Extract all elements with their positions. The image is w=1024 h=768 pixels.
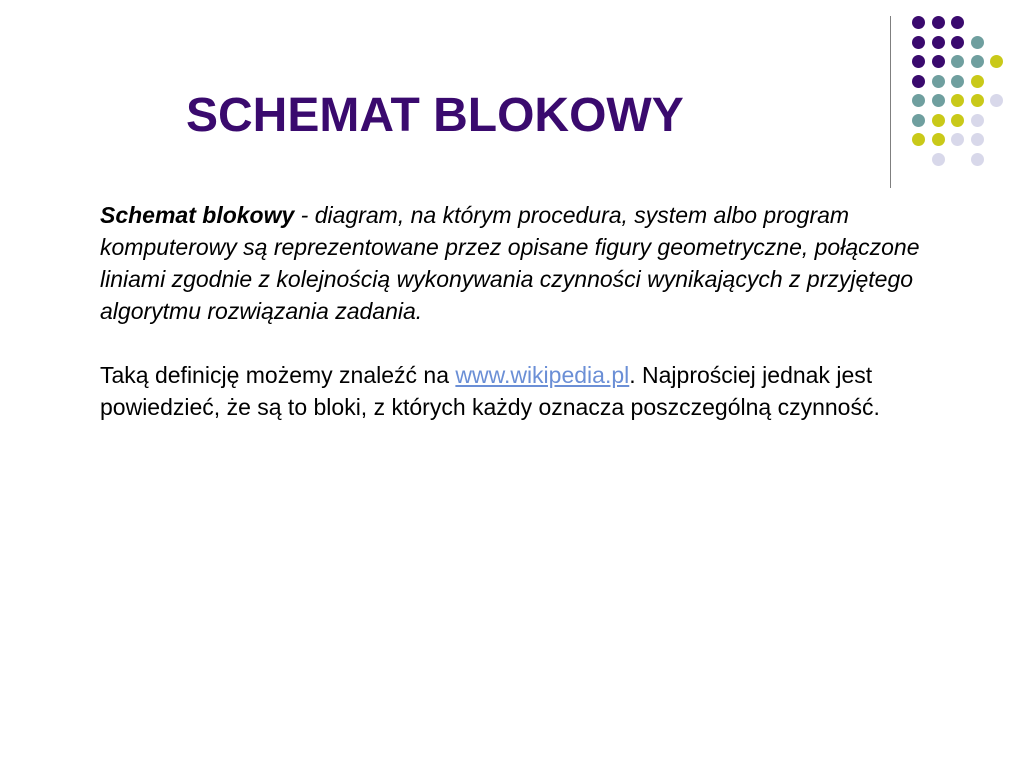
decorative-dot <box>951 55 964 68</box>
decorative-dot <box>932 55 945 68</box>
decorative-dot <box>990 94 1003 107</box>
decorative-dot <box>932 75 945 88</box>
definition-term: Schemat blokowy <box>100 202 295 228</box>
decorative-dot <box>932 94 945 107</box>
slide-body <box>100 199 950 423</box>
decorative-dot <box>932 114 945 127</box>
decorative-dot <box>932 16 945 29</box>
decorative-dot <box>951 94 964 107</box>
decorative-dot <box>951 133 964 146</box>
decorative-dot <box>951 114 964 127</box>
decorative-dot <box>971 153 984 166</box>
decorative-dot <box>951 36 964 49</box>
source-text-before-link: Taką definicję możemy znaleźć na <box>100 362 456 388</box>
decorative-dot <box>932 133 945 146</box>
decorative-dot <box>971 36 984 49</box>
definition-text: - diagram, na którym procedura, system albo program komputerowy są reprezentowane przez opisane figury geometryczne, połączone liniami zgodnie z kolejnością wykonywania czynności wynikających z przyjętego algorytmu rozwiązania zadania. <box>100 202 920 324</box>
decorative-dot <box>971 55 984 68</box>
definition-paragraph <box>100 199 950 327</box>
decorative-dot <box>971 133 984 146</box>
wikipedia-link[interactable]: www.wikipedia.pl <box>455 362 630 388</box>
decorative-dot <box>912 36 925 49</box>
decorative-dot-grid <box>0 0 1024 200</box>
decorative-dot <box>912 133 925 146</box>
decorative-dot <box>912 94 925 107</box>
decorative-dot <box>951 75 964 88</box>
decorative-dot <box>971 94 984 107</box>
decorative-dot <box>912 114 925 127</box>
decorative-dot <box>912 55 925 68</box>
decorative-dot <box>951 16 964 29</box>
slide-title: SCHEMAT BLOKOWY <box>186 89 684 142</box>
decorative-dot <box>912 16 925 29</box>
decorative-dot <box>971 114 984 127</box>
decorative-dot <box>971 75 984 88</box>
decorative-dot <box>990 55 1003 68</box>
decorative-dot <box>912 75 925 88</box>
source-text-after-link: . Najprościej jednak jest powiedzieć, że są to bloki, z których każdy oznacza poszczególną czynność. <box>100 362 880 420</box>
source-paragraph <box>100 359 950 423</box>
decorative-dot <box>932 36 945 49</box>
decorative-dot <box>932 153 945 166</box>
